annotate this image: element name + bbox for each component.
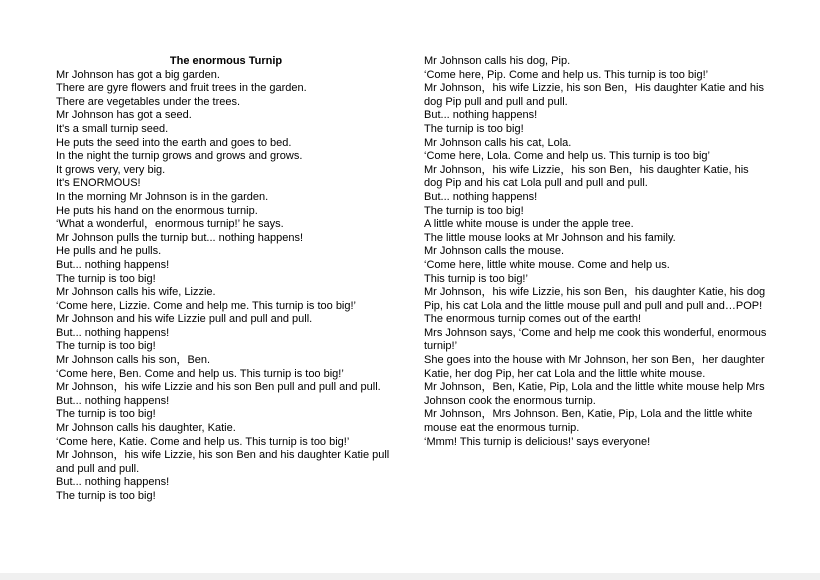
text-line: There are vegetables under the trees.: [56, 95, 241, 108]
text-line: But... nothing happens!: [424, 109, 538, 122]
right-column-text: [424, 55, 769, 449]
text-line: But... nothing happens!: [424, 190, 538, 203]
text-line: Mr Johnson，Ben, Katie, Pip, Lola and the little white mouse help Mrs Johnson cook the enormous turnip.: [424, 381, 765, 407]
text-line: ‘What a wonderful，enormous turnip!’ he says.: [56, 218, 284, 231]
text-line: But... nothing happens!: [56, 394, 170, 407]
text-line: But... nothing happens!: [56, 258, 170, 271]
text-line: The turnip is too big!: [56, 490, 156, 502]
text-line: ‘Come here, Lola. Come and help us. This turnip is too big’: [424, 150, 710, 163]
left-column: [56, 55, 394, 504]
text-line: ‘Come here, Pip. Come and help us. This turnip is too big!’: [424, 68, 709, 81]
text-line: The little mouse looks at Mr Johnson and his family.: [424, 231, 676, 244]
text-line: It's a small turnip seed.: [56, 122, 169, 135]
text-line: Mr Johnson，his wife Lizzie，his son Ben，his daughter Katie, his dog Pip and his cat Lola pull and pull and pull.: [424, 163, 749, 190]
text-line: He pulls and he pulls.: [56, 245, 162, 258]
text-line: Mr Johnson and his wife Lizzie pull and pull and pull.: [56, 313, 313, 326]
text-line: Mr Johnson has got a big garden.: [56, 68, 220, 81]
text-line: Mr Johnson，his wife Lizzie, his son Ben，His daughter Katie and his dog Pip pull and pull and pull.: [424, 82, 764, 108]
right-column: [424, 55, 769, 449]
text-line: In the morning Mr Johnson is in the garden.: [56, 190, 269, 203]
story-title: The enormous Turnip: [169, 55, 283, 67]
text-line: ‘Come here, little white mouse. Come and help us.: [424, 258, 670, 271]
text-line: ‘Come here, Lizzie. Come and help me. This turnip is too big!’: [56, 299, 356, 312]
text-line: Mr Johnson pulls the turnip but... nothing happens!: [56, 231, 304, 244]
left-column-text: [56, 69, 394, 504]
text-line: It grows very, very big.: [56, 163, 166, 176]
text-line: ‘Come here, Ben. Come and help us. This turnip is too big!’: [56, 367, 344, 380]
text-line: Mr Johnson calls the mouse.: [424, 245, 565, 258]
text-line: This turnip is too big!’: [424, 272, 528, 285]
text-line: He puts the seed into the earth and goes to bed.: [56, 136, 292, 149]
text-line: The turnip is too big!: [424, 204, 524, 217]
text-line: Mr Johnson calls his daughter, Katie.: [56, 422, 236, 435]
text-line: Mr Johnson calls his son，Ben.: [56, 354, 211, 367]
text-line: The turnip is too big!: [424, 122, 524, 135]
text-line: She goes into the house with Mr Johnson, her son Ben，her daughter Katie, her dog Pip, her cat Lola and the little white mouse.: [424, 354, 765, 380]
text-line: ‘Mmm! This turnip is delicious!’ says everyone!: [424, 435, 651, 448]
text-line: But... nothing happens!: [56, 476, 170, 489]
text-line: Mr Johnson，his wife Lizzie and his son Ben pull and pull and pull.: [56, 381, 381, 394]
page-bottom-edge: [0, 573, 820, 580]
text-line: Mrs Johnson says, ‘Come and help me cook this wonderful, enormous turnip!’: [424, 326, 767, 353]
text-line: But... nothing happens!: [56, 326, 170, 339]
text-line: Mr Johnson，his wife Lizzie, his son Ben and his daughter Katie pull and pull and pull.: [56, 449, 390, 475]
text-line: Mr Johnson，his wife Lizzie, his son Ben，his daughter Katie, his dog Pip, his cat Lola and the little mouse pull and pull and pull and…POP!: [424, 286, 766, 312]
text-line: The turnip is too big!: [56, 340, 156, 353]
text-line: ‘Come here, Katie. Come and help us. This turnip is too big!’: [56, 435, 350, 448]
text-line: Mr Johnson calls his wife, Lizzie.: [56, 286, 216, 299]
text-line: There are gyre flowers and fruit trees in the garden.: [56, 82, 307, 95]
text-line: Mr Johnson，Mrs Johnson. Ben, Katie, Pip, Lola and the little white mouse eat the enormous turnip.: [424, 408, 753, 435]
text-line: Mr Johnson has got a seed.: [56, 109, 192, 122]
text-line: He puts his hand on the enormous turnip.: [56, 204, 258, 217]
text-line: The turnip is too big!: [56, 272, 156, 285]
text-line: It's ENORMOUS!: [56, 177, 141, 190]
text-line: A little white mouse is under the apple tree.: [424, 218, 634, 231]
text-line: In the night the turnip grows and grows and grows.: [56, 150, 303, 163]
text-line: Mr Johnson calls his cat, Lola.: [424, 136, 572, 149]
text-line: Mr Johnson calls his dog, Pip.: [424, 55, 571, 67]
text-line: The turnip is too big!: [56, 408, 156, 421]
text-line: The enormous turnip comes out of the earth!: [424, 313, 642, 326]
